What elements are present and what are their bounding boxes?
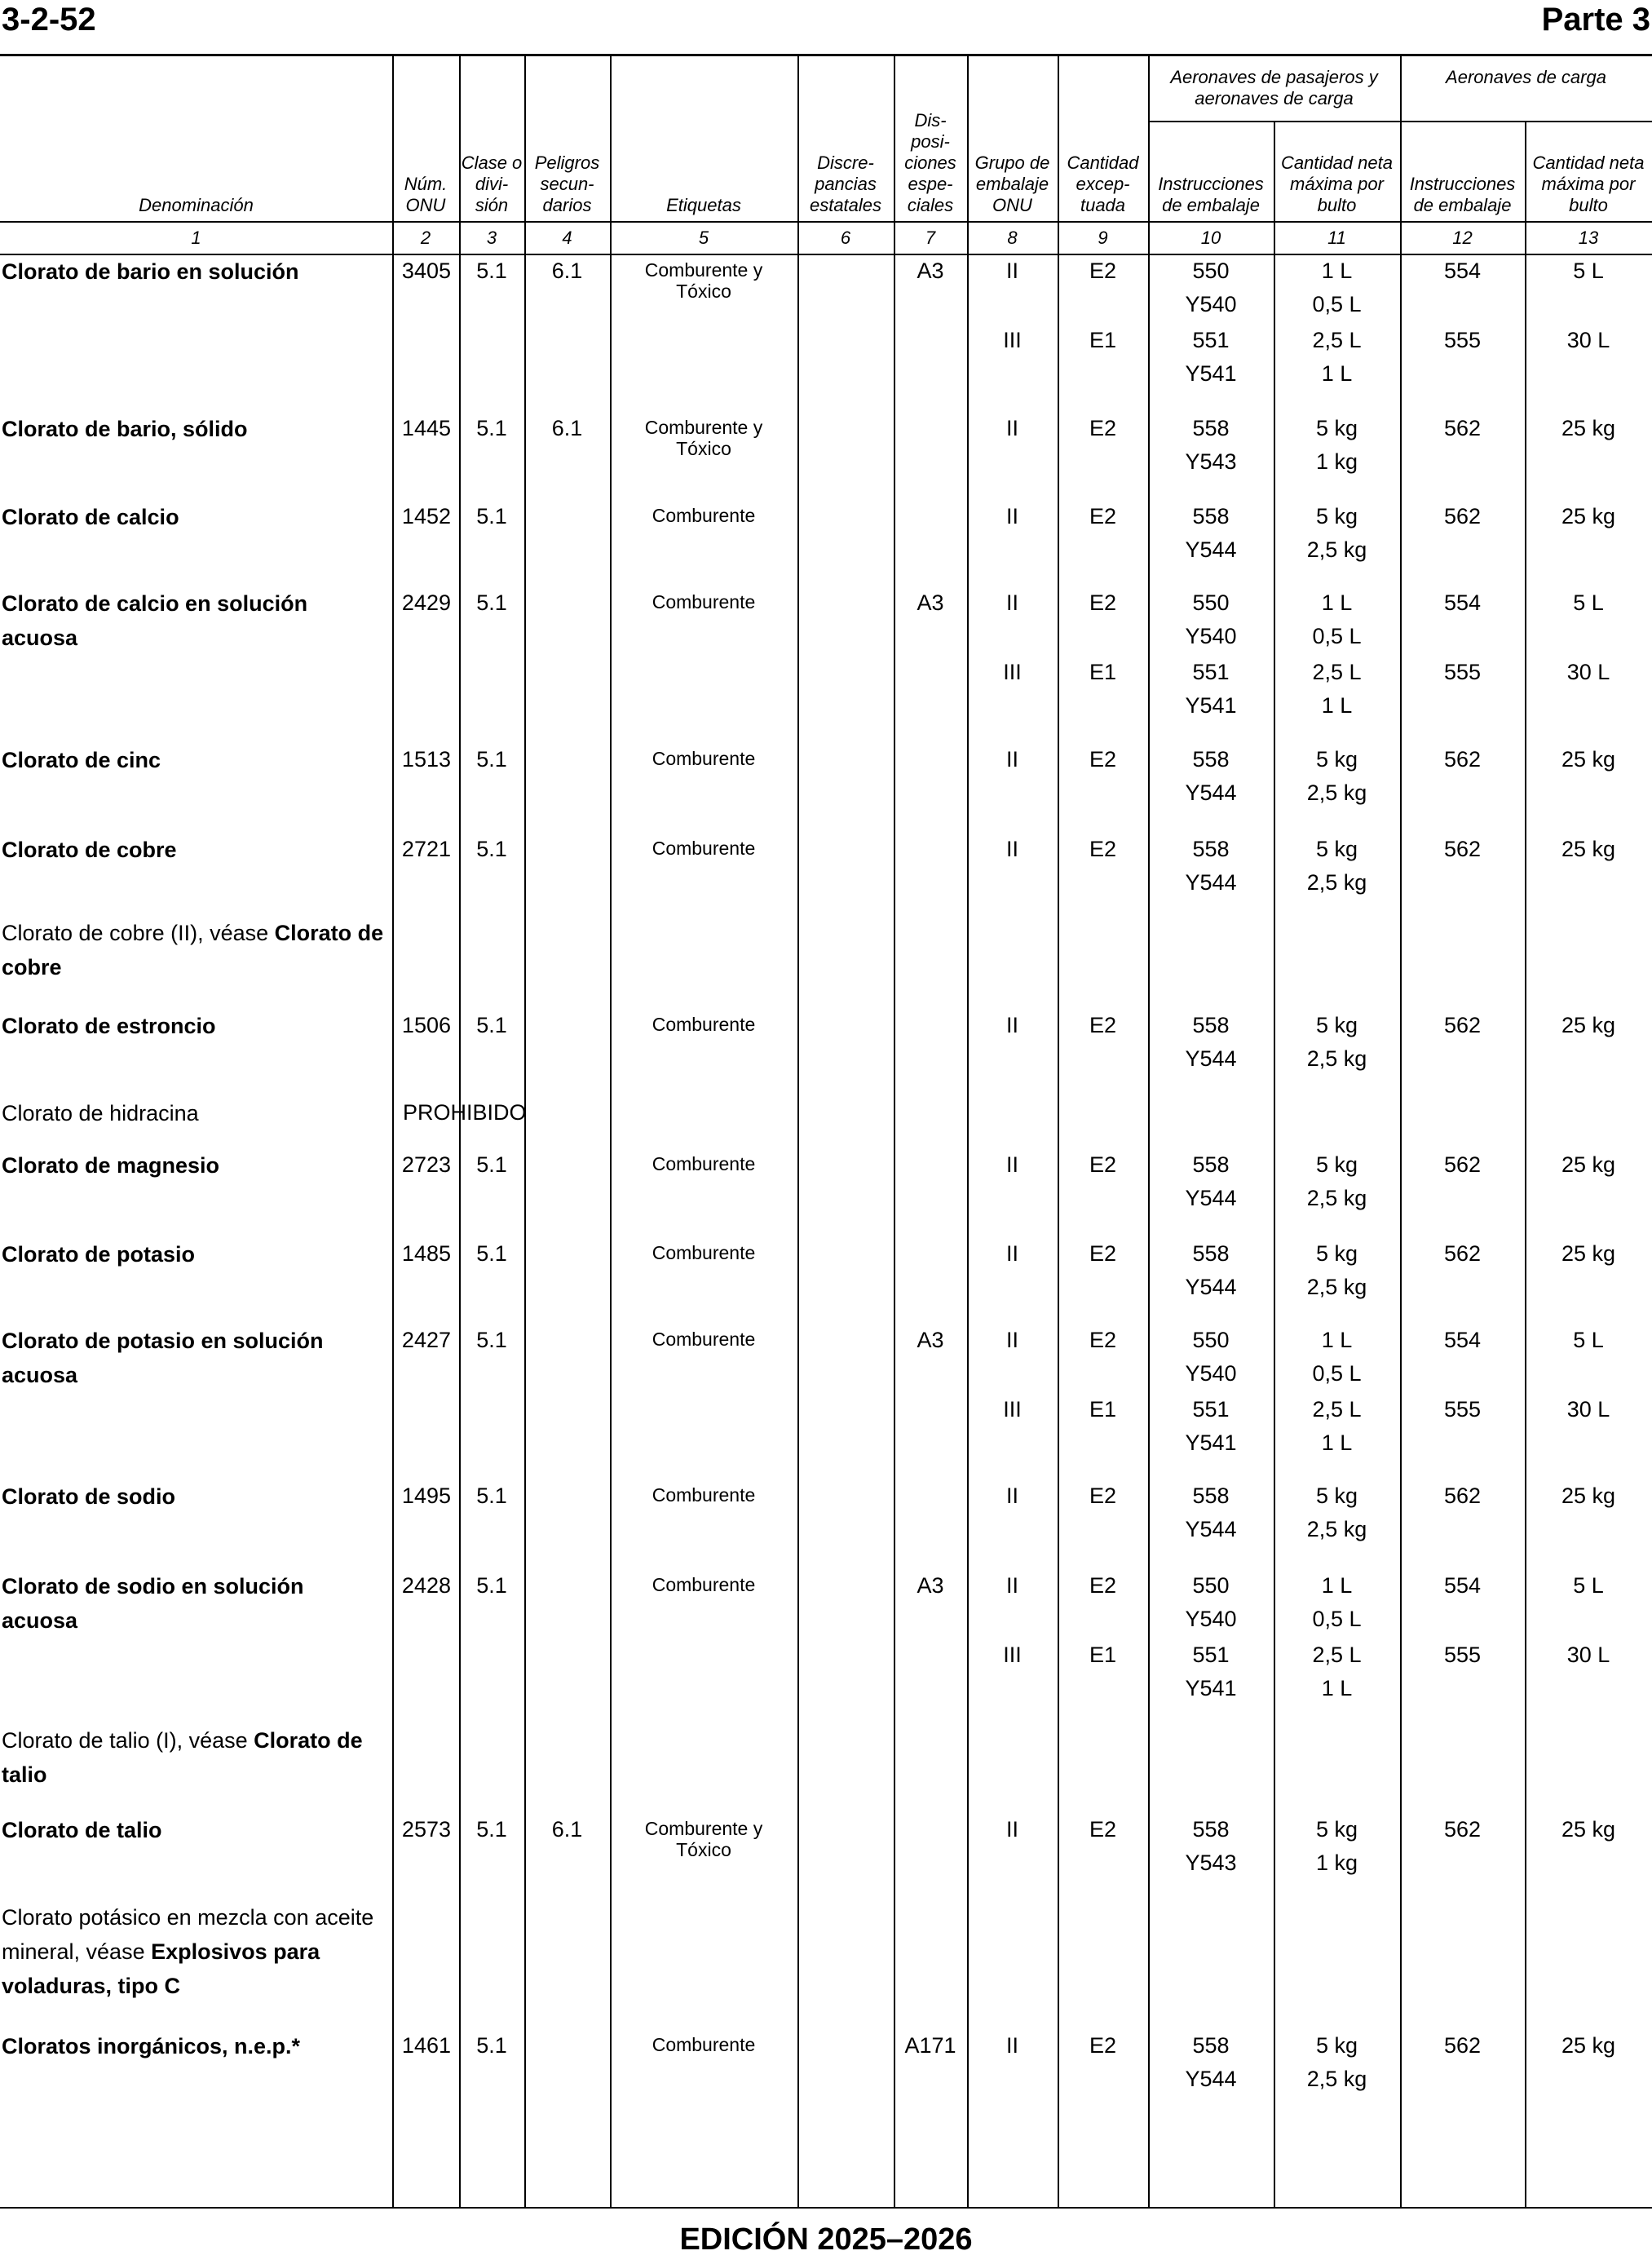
hazard-labels: Comburente: [652, 591, 756, 612]
edition-footer: EDICIÓN 2025–2026: [679, 2222, 973, 2257]
limited-packing-instruction: Y541: [1185, 1676, 1237, 1700]
limited-packing-instruction: Y541: [1185, 693, 1237, 718]
cargo-net-quantity: 30 L: [1566, 1643, 1610, 1667]
group-header-cargo: Aeronaves de carga: [1446, 67, 1606, 87]
bottom-rule: [0, 2207, 1652, 2209]
cross-reference-text: Clorato potásico en mezcla con aceite mineral, véase: [2, 1905, 374, 1964]
cross-reference-target: Explosivos para voladuras, tipo C: [2, 1939, 320, 1998]
limited-net-quantity: 2,5 kg: [1306, 780, 1367, 805]
limited-packing-instruction: Y540: [1185, 292, 1237, 316]
forbidden-entry-name: Clorato de hidracina: [2, 1101, 199, 1125]
cargo-net-quantity: 25 kg: [1561, 1013, 1616, 1037]
limited-packing-instruction: Y544: [1185, 1275, 1237, 1299]
hazard-labels: Comburente y Tóxico: [644, 1818, 763, 1860]
column-header-4: Peligros secun- darios: [534, 153, 600, 215]
class-division: 5.1: [476, 416, 507, 440]
cargo-net-quantity: 5 L: [1573, 1328, 1604, 1352]
packing-instruction: 550: [1192, 259, 1230, 283]
column-divider: [1400, 54, 1402, 2207]
excepted-quantity: E1: [1089, 1643, 1117, 1667]
limited-net-quantity: 2,5 kg: [1306, 1046, 1367, 1071]
column-number-3: 3: [486, 228, 497, 248]
limited-packing-instruction: Y544: [1185, 780, 1237, 805]
cargo-net-quantity: 5 L: [1573, 590, 1604, 615]
column-number-10: 10: [1200, 228, 1221, 248]
cargo-net-quantity: 25 kg: [1561, 504, 1616, 528]
excepted-quantity: E1: [1089, 660, 1117, 684]
column-number-7: 7: [925, 228, 936, 248]
class-division: 5.1: [476, 1817, 507, 1842]
cargo-packing-instruction: 554: [1443, 259, 1482, 283]
packing-instruction: 558: [1192, 1152, 1230, 1177]
cargo-net-quantity: 30 L: [1566, 1397, 1610, 1422]
excepted-quantity: E2: [1089, 837, 1117, 861]
entry-name: Clorato de potasio en solución acuosa: [2, 1329, 324, 1387]
excepted-quantity: E2: [1089, 1573, 1117, 1598]
limited-packing-instruction: Y541: [1185, 361, 1237, 386]
un-number: 2723: [401, 1152, 451, 1177]
class-division: 5.1: [476, 1013, 507, 1037]
column-number-6: 6: [840, 228, 851, 248]
limited-net-quantity: 1 L: [1321, 361, 1353, 386]
column-divider: [797, 54, 799, 2207]
entry-name: Cloratos inorgánicos, n.e.p.*: [2, 2034, 301, 2058]
limited-net-quantity: 1 L: [1321, 693, 1353, 718]
un-number: 2721: [401, 837, 451, 861]
limited-packing-instruction: Y544: [1185, 537, 1237, 562]
entry-name: Clorato de bario en solución: [2, 259, 299, 284]
limited-packing-instruction: Y543: [1185, 1851, 1237, 1875]
cross-reference: [2, 916, 385, 984]
packing-instruction: 558: [1192, 1484, 1230, 1508]
packing-group: II: [1005, 2033, 1018, 2058]
limited-net-quantity: 2,5 kg: [1306, 537, 1367, 562]
cargo-packing-instruction: 554: [1443, 1328, 1482, 1352]
packing-group: II: [1005, 1484, 1018, 1508]
excepted-quantity: E2: [1089, 1013, 1117, 1037]
cargo-packing-instruction: 555: [1443, 660, 1482, 684]
net-quantity: 5 kg: [1315, 1241, 1358, 1266]
net-quantity: 1 L: [1321, 259, 1353, 283]
limited-net-quantity: 2,5 kg: [1306, 1275, 1367, 1299]
packing-group: III: [1003, 1643, 1022, 1667]
packing-group: II: [1005, 590, 1018, 615]
cargo-net-quantity: 25 kg: [1561, 1152, 1616, 1177]
packing-instruction: 558: [1192, 1241, 1230, 1266]
cargo-packing-instruction: 562: [1443, 1013, 1482, 1037]
cargo-packing-instruction: 562: [1443, 1241, 1482, 1266]
packing-group: II: [1005, 1573, 1018, 1598]
top-rule: [0, 54, 1652, 56]
limited-net-quantity: 1 kg: [1315, 1851, 1358, 1875]
net-quantity: 5 kg: [1315, 1817, 1358, 1842]
packing-group: II: [1005, 1241, 1018, 1266]
net-quantity: 5 kg: [1315, 1013, 1358, 1037]
limited-net-quantity: 1 L: [1321, 1430, 1353, 1455]
net-quantity: 1 L: [1321, 1328, 1353, 1352]
packing-group: II: [1005, 1013, 1018, 1037]
excepted-quantity: E2: [1089, 1241, 1117, 1266]
special-provision: A3: [917, 259, 944, 283]
cargo-packing-instruction: 562: [1443, 416, 1482, 440]
class-division: 5.1: [476, 747, 507, 772]
net-quantity: 5 kg: [1315, 504, 1358, 528]
packing-instruction: 558: [1192, 2033, 1230, 2058]
cross-reference-target: Clorato de talio: [2, 1728, 363, 1787]
column-divider: [524, 54, 526, 2207]
un-number: 1506: [401, 1013, 451, 1037]
column-number-2: 2: [420, 228, 431, 248]
cross-reference-text: Clorato de cobre (II), véase: [2, 921, 275, 945]
forbidden-text: PROHIBIDO: [403, 1100, 527, 1125]
page-number: 3-2-52: [2, 2, 96, 38]
cargo-packing-instruction: 562: [1443, 1484, 1482, 1508]
packing-group: II: [1005, 837, 1018, 861]
class-division: 5.1: [476, 590, 507, 615]
secondary-hazard: 6.1: [551, 1817, 583, 1842]
net-quantity: 2,5 L: [1312, 1397, 1362, 1422]
un-number: 3405: [401, 259, 451, 283]
hazard-labels: Comburente: [652, 2034, 756, 2055]
cargo-net-quantity: 25 kg: [1561, 1817, 1616, 1842]
column-number-4: 4: [562, 228, 572, 248]
column-header-5: Etiquetas: [666, 195, 741, 215]
excepted-quantity: E2: [1089, 1152, 1117, 1177]
column-number-1: 1: [191, 228, 201, 248]
limited-net-quantity: 2,5 kg: [1306, 870, 1367, 895]
column-header-9: Cantidad excep- tuada: [1067, 153, 1139, 215]
un-number: 1461: [401, 2033, 451, 2058]
limited-net-quantity: 0,5 L: [1312, 624, 1362, 648]
packing-group: II: [1005, 416, 1018, 440]
limited-net-quantity: 2,5 kg: [1306, 2067, 1367, 2091]
column-number-12: 12: [1452, 228, 1473, 248]
net-quantity: 1 L: [1321, 590, 1353, 615]
hazard-labels: Comburente y Tóxico: [644, 417, 763, 459]
packing-instruction: 551: [1192, 328, 1230, 352]
column-header-10: Instrucciones de embalaje: [1158, 174, 1264, 215]
packing-group: II: [1005, 504, 1018, 528]
cargo-net-quantity: 25 kg: [1561, 1484, 1616, 1508]
net-quantity: 2,5 L: [1312, 1643, 1362, 1667]
cargo-packing-instruction: 555: [1443, 1643, 1482, 1667]
cargo-net-quantity: 25 kg: [1561, 416, 1616, 440]
class-division: 5.1: [476, 1484, 507, 1508]
hazard-labels: Comburente: [652, 1574, 756, 1595]
excepted-quantity: E2: [1089, 416, 1117, 440]
hazard-labels: Comburente y Tóxico: [644, 259, 763, 302]
net-quantity: 5 kg: [1315, 2033, 1358, 2058]
column-divider: [1058, 54, 1059, 2207]
class-division: 5.1: [476, 1573, 507, 1598]
cargo-packing-instruction: 562: [1443, 2033, 1482, 2058]
column-header-6: Discre- pancias estatales: [809, 153, 882, 215]
limited-packing-instruction: Y544: [1185, 1517, 1237, 1541]
secondary-hazard: 6.1: [551, 416, 583, 440]
class-division: 5.1: [476, 1241, 507, 1266]
un-number: 2573: [401, 1817, 451, 1842]
entry-name: Clorato de potasio: [2, 1242, 196, 1267]
net-quantity: 5 kg: [1315, 837, 1358, 861]
cross-reference-target: Clorato de cobre: [2, 921, 384, 979]
cargo-packing-instruction: 554: [1443, 1573, 1482, 1598]
limited-packing-instruction: Y540: [1185, 1361, 1237, 1386]
un-number: 1452: [401, 504, 451, 528]
un-number: 1495: [401, 1484, 451, 1508]
class-division: 5.1: [476, 1152, 507, 1177]
cargo-packing-instruction: 562: [1443, 1817, 1482, 1842]
cargo-net-quantity: 30 L: [1566, 660, 1610, 684]
column-divider: [459, 54, 461, 2207]
packing-group: II: [1005, 1152, 1018, 1177]
column-header-7: Dis- posi- ciones espe- ciales: [904, 110, 956, 215]
excepted-quantity: E2: [1089, 590, 1117, 615]
limited-packing-instruction: Y544: [1185, 2067, 1237, 2091]
excepted-quantity: E2: [1089, 1817, 1117, 1842]
class-division: 5.1: [476, 837, 507, 861]
excepted-quantity: E2: [1089, 504, 1117, 528]
class-division: 5.1: [476, 1328, 507, 1352]
packing-instruction: 558: [1192, 416, 1230, 440]
entry-name: Clorato de magnesio: [2, 1153, 220, 1178]
net-quantity: 5 kg: [1315, 416, 1358, 440]
packing-instruction: 558: [1192, 837, 1230, 861]
cargo-net-quantity: 25 kg: [1561, 1241, 1616, 1266]
packing-group: II: [1005, 259, 1018, 283]
limited-net-quantity: 1 L: [1321, 1676, 1353, 1700]
cross-reference: [2, 1900, 385, 2003]
limited-packing-instruction: Y540: [1185, 1607, 1237, 1631]
packing-group: II: [1005, 747, 1018, 772]
packing-instruction: 551: [1192, 1643, 1230, 1667]
limited-net-quantity: 2,5 kg: [1306, 1186, 1367, 1210]
entry-name: Clorato de cobre: [2, 838, 177, 862]
column-divider: [967, 54, 969, 2207]
cross-reference: [2, 1723, 385, 1792]
hazard-labels: Comburente: [652, 1242, 756, 1263]
cargo-packing-instruction: 555: [1443, 328, 1482, 352]
limited-packing-instruction: Y544: [1185, 1186, 1237, 1210]
packing-group: II: [1005, 1328, 1018, 1352]
entry-name: Clorato de calcio en solución acuosa: [2, 591, 308, 650]
excepted-quantity: E1: [1089, 1397, 1117, 1422]
packing-instruction: 550: [1192, 590, 1230, 615]
special-provision: A3: [917, 1573, 944, 1598]
net-quantity: 2,5 L: [1312, 328, 1362, 352]
column-number-13: 13: [1578, 228, 1599, 248]
cargo-packing-instruction: 562: [1443, 747, 1482, 772]
excepted-quantity: E2: [1089, 747, 1117, 772]
un-number: 1513: [401, 747, 451, 772]
entry-name: Clorato de talio: [2, 1818, 162, 1842]
excepted-quantity: E1: [1089, 328, 1117, 352]
entry-name: Clorato de sodio: [2, 1484, 176, 1509]
entry-name: Clorato de calcio: [2, 505, 179, 529]
excepted-quantity: E2: [1089, 2033, 1117, 2058]
column-header-13: Cantidad neta máxima por bulto: [1532, 153, 1645, 215]
hazard-labels: Comburente: [652, 505, 756, 526]
column-number-5: 5: [698, 228, 709, 248]
column-number-8: 8: [1007, 228, 1018, 248]
hazard-labels: Comburente: [652, 838, 756, 859]
packing-instruction: 558: [1192, 504, 1230, 528]
net-quantity: 5 kg: [1315, 747, 1358, 772]
column-number-9: 9: [1098, 228, 1108, 248]
limited-packing-instruction: Y544: [1185, 1046, 1237, 1071]
cargo-net-quantity: 25 kg: [1561, 2033, 1616, 2058]
limited-net-quantity: 2,5 kg: [1306, 1517, 1367, 1541]
special-provision: A3: [917, 590, 944, 615]
excepted-quantity: E2: [1089, 1328, 1117, 1352]
limited-packing-instruction: Y541: [1185, 1430, 1237, 1455]
packing-instruction: 550: [1192, 1573, 1230, 1598]
special-provision: A171: [904, 2033, 956, 2058]
cargo-packing-instruction: 562: [1443, 1152, 1482, 1177]
part-label: Parte 3: [1541, 2, 1650, 38]
cargo-net-quantity: 25 kg: [1561, 837, 1616, 861]
limited-packing-instruction: Y540: [1185, 624, 1237, 648]
excepted-quantity: E2: [1089, 1484, 1117, 1508]
packing-instruction: 551: [1192, 660, 1230, 684]
cargo-net-quantity: 5 L: [1573, 1573, 1604, 1598]
packing-group: III: [1003, 660, 1022, 684]
hazard-labels: Comburente: [652, 748, 756, 769]
net-quantity: 2,5 L: [1312, 660, 1362, 684]
excepted-quantity: E2: [1089, 259, 1117, 283]
un-number: 1445: [401, 416, 451, 440]
hazard-labels: Comburente: [652, 1014, 756, 1035]
column-divider: [894, 54, 895, 2207]
hazard-labels: Comburente: [652, 1329, 756, 1350]
entry-name: Clorato de estroncio: [2, 1014, 216, 1038]
limited-net-quantity: 1 kg: [1315, 449, 1358, 474]
packing-group: III: [1003, 1397, 1022, 1422]
column-header-12: Instrucciones de embalaje: [1409, 174, 1516, 215]
limited-net-quantity: 0,5 L: [1312, 292, 1362, 316]
net-quantity: 5 kg: [1315, 1152, 1358, 1177]
secondary-hazard: 6.1: [551, 259, 583, 283]
column-header-11: Cantidad neta máxima por bulto: [1281, 153, 1393, 215]
column-divider: [392, 54, 394, 2207]
column-number-11: 11: [1327, 228, 1346, 248]
cross-reference-text: Clorato de talio (I), véase: [2, 1728, 254, 1753]
cargo-net-quantity: 25 kg: [1561, 747, 1616, 772]
column-header-1: Denominación: [139, 195, 254, 215]
un-number: 2428: [401, 1573, 451, 1598]
special-provision: A3: [917, 1328, 944, 1352]
packing-instruction: 550: [1192, 1328, 1230, 1352]
net-quantity: 1 L: [1321, 1573, 1353, 1598]
column-header-8: Grupo de embalaje ONU: [974, 153, 1050, 215]
column-divider: [610, 54, 612, 2207]
limited-packing-instruction: Y543: [1185, 449, 1237, 474]
class-division: 5.1: [476, 504, 507, 528]
header-bottom-rule: [0, 221, 1652, 223]
hazard-labels: Comburente: [652, 1153, 756, 1174]
limited-net-quantity: 0,5 L: [1312, 1361, 1362, 1386]
packing-instruction: 558: [1192, 1817, 1230, 1842]
cargo-packing-instruction: 554: [1443, 590, 1482, 615]
packing-instruction: 558: [1192, 747, 1230, 772]
hazard-labels: Comburente: [652, 1484, 756, 1506]
un-number: 2429: [401, 590, 451, 615]
packing-instruction: 558: [1192, 1013, 1230, 1037]
limited-net-quantity: 0,5 L: [1312, 1607, 1362, 1631]
cargo-net-quantity: 30 L: [1566, 328, 1610, 352]
packing-instruction: 551: [1192, 1397, 1230, 1422]
cargo-packing-instruction: 562: [1443, 504, 1482, 528]
entry-name: Clorato de sodio en solución acuosa: [2, 1574, 304, 1633]
un-number: 2427: [401, 1328, 451, 1352]
group-header-passenger: Aeronaves de pasajeros y aeronaves de carga: [1170, 67, 1378, 108]
class-division: 5.1: [476, 2033, 507, 2058]
entry-name: Clorato de cinc: [2, 748, 161, 772]
un-number: 1485: [401, 1241, 451, 1266]
cargo-packing-instruction: 562: [1443, 837, 1482, 861]
net-quantity: 5 kg: [1315, 1484, 1358, 1508]
packing-group: II: [1005, 1817, 1018, 1842]
limited-packing-instruction: Y544: [1185, 870, 1237, 895]
cargo-net-quantity: 5 L: [1573, 259, 1604, 283]
entry-name: Clorato de bario, sólido: [2, 417, 248, 441]
column-header-2: Núm. ONU: [404, 174, 448, 215]
packing-group: III: [1003, 328, 1022, 352]
column-header-3: Clase o divi- sión: [461, 153, 523, 215]
cargo-packing-instruction: 555: [1443, 1397, 1482, 1422]
class-division: 5.1: [476, 259, 507, 283]
